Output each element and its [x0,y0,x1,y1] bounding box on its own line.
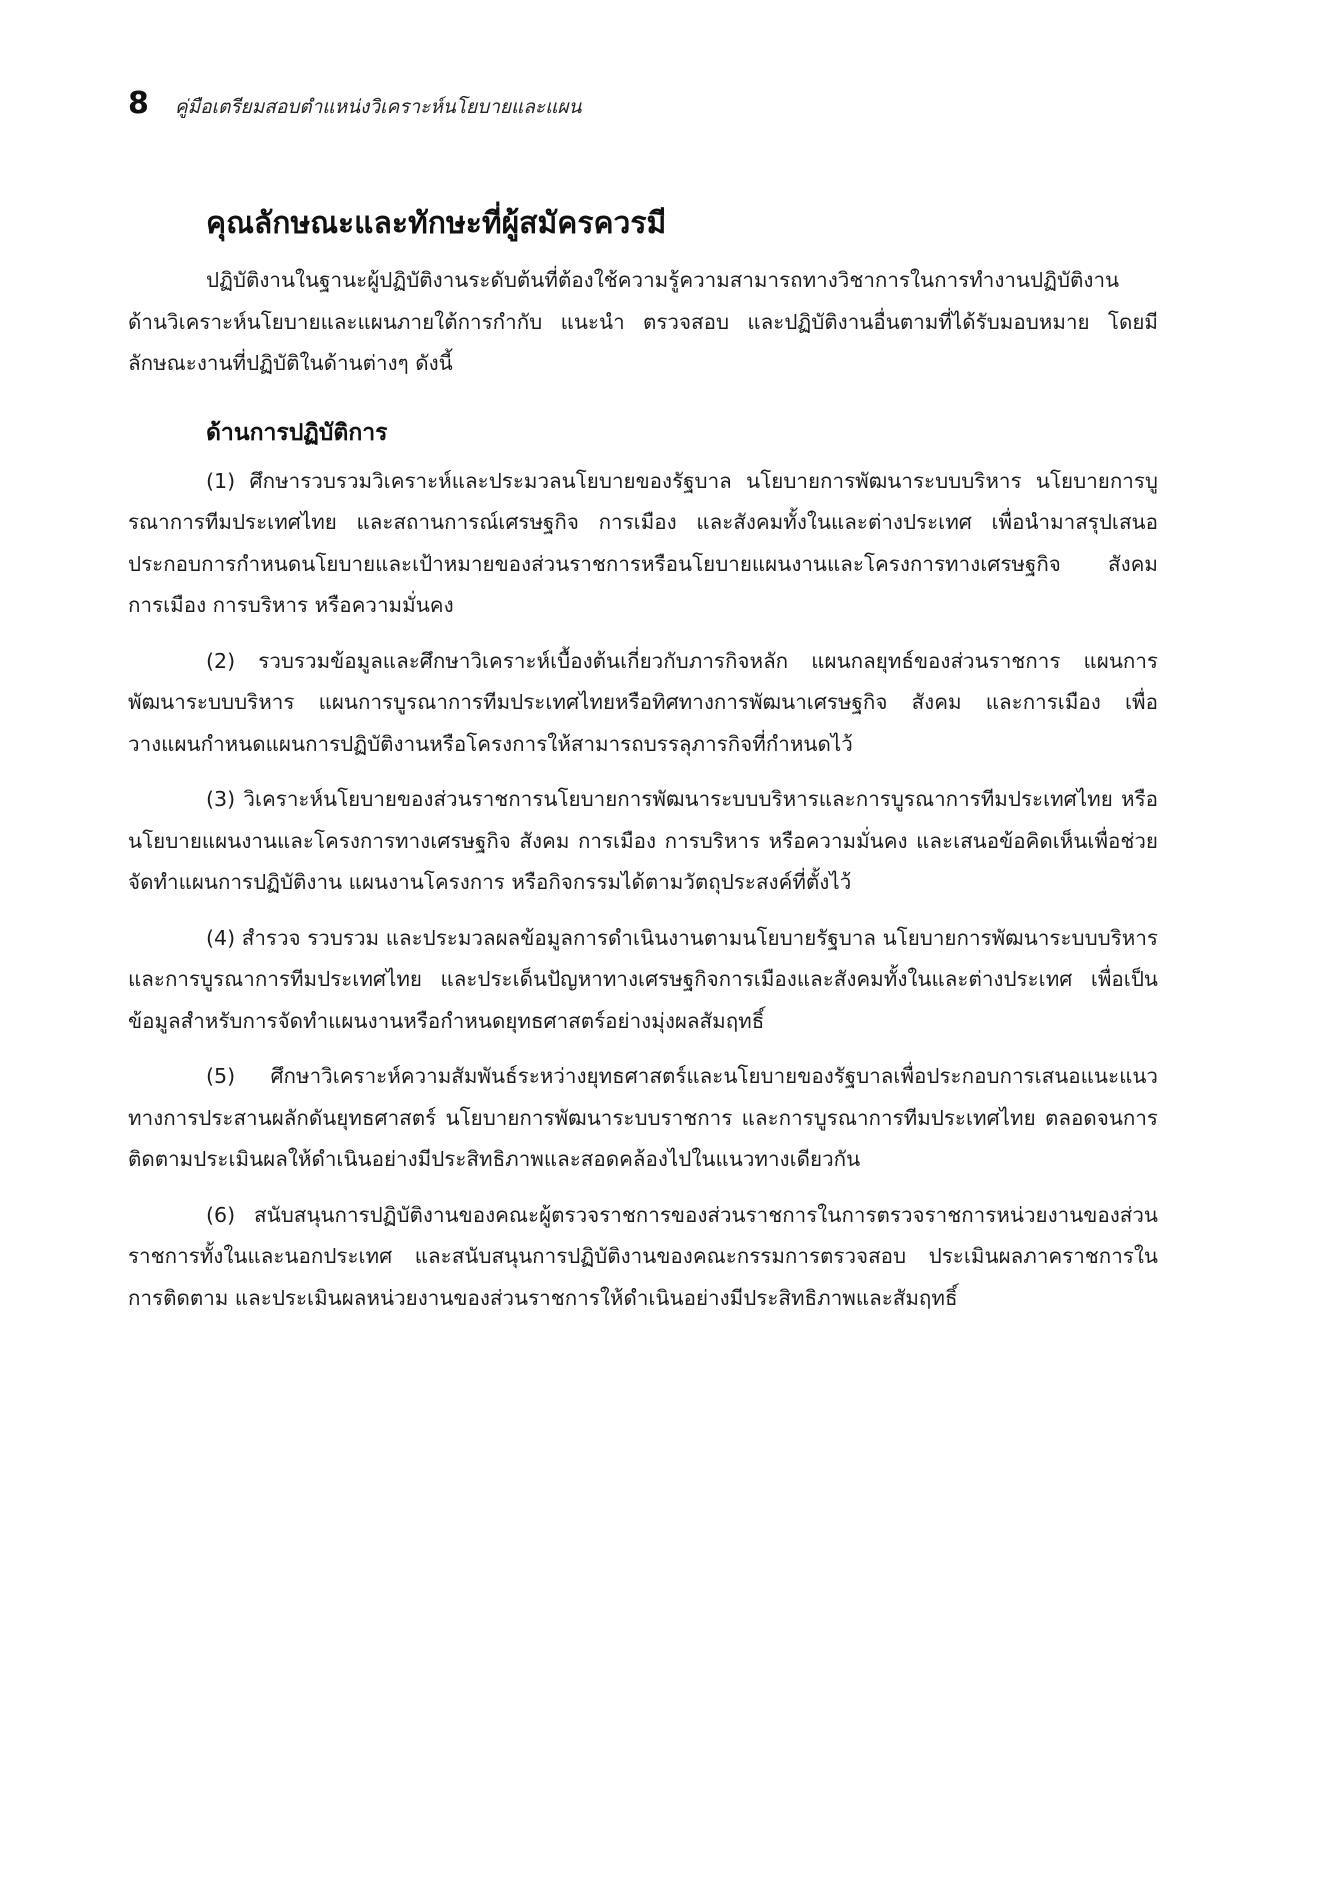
page-number: 8 [128,86,149,121]
duty-list [128,461,1158,1320]
intro-paragraph: ปฏิบัติงานในฐานะผู้ปฏิบัติงานระดับต้นที่ต้องใช้ความรู้ความสามารถทางวิชาการในการทำงานปฏิบัติงานด้านวิเคราะห์นโยบายและแผนภายใต้การกำกับ แนะนำ ตรวจสอบ และปฏิบัติงานอื่นตามที่ได้รับมอบหมาย โดยมีลักษณะงานที่ปฏิบัติในด้านต่างๆ ดังนี้ [128,268,1158,375]
section-heading: คุณลักษณะและทักษะที่ผู้สมัครควรมี [206,206,667,241]
page-body [128,196,1158,1319]
running-title: คู่มือเตรียมสอบตำแหน่งวิเคราะห์นโยบายและแผน [174,96,582,118]
duty-item-1: (1) ศึกษารวบรวมวิเคราะห์และประมวลนโยบายของรัฐบาล นโยบายการพัฒนาระบบบริหาร นโยบายการบูรณาการทีมประเทศไทย และสถานการณ์เศรษฐกิจ การเมือง และสังคมทั้งในและต่างประเทศ เพื่อนำมาสรุปเสนอประกอบการกำหนดนโยบายและเป้าหมายของส่วนราชการหรือนโยบายแผนงานและโครงการทางเศรษฐกิจ สังคม การเมือง การบริหาร หรือความมั่นคง [128,468,1158,617]
duty-item-3: (3) วิเคราะห์นโยบายของส่วนราชการนโยบายการพัฒนาระบบบริหารและการบูรณาการทีมประเทศไทย หรือนโยบายแผนงานและโครงการทางเศรษฐกิจ สังคม การเมือง การบริหาร หรือความมั่นคง และเสนอข้อคิดเห็นเพื่อช่วยจัดทำแผนการปฏิบัติงาน แผนงานโครงการ หรือกิจกรรมได้ตามวัตถุประสงค์ที่ตั้งไว้ [128,787,1158,894]
duty-item-2: (2) รวบรวมข้อมูลและศึกษาวิเคราะห์เบื้องต้นเกี่ยวกับภารกิจหลัก แผนกลยุทธ์ของส่วนราชการ แผนการพัฒนาระบบบริหาร แผนการบูรณาการทีมประเทศไทยหรือทิศทางการพัฒนาเศรษฐกิจ สังคม และการเมือง เพื่อวางแผนกำหนดแผนการปฏิบัติงานหรือโครงการให้สามารถบรรลุภารกิจที่กำหนดไว้ [128,648,1158,756]
duty-item-5: (5) ศึกษาวิเคราะห์ความสัมพันธ์ระหว่างยุทธศาสตร์และนโยบายของรัฐบาลเพื่อประกอบการเสนอแนะแนวทางการประสานผลักดันยุทธศาสตร์ นโยบายการพัฒนาระบบราชการ และการบูรณาการทีมประเทศไทย ตลอดจนการติดตามประเมินผลให้ดำเนินอย่างมีประสิทธิภาพและสอดคล้องไปในแนวทางเดียวกัน [128,1064,1158,1171]
running-header [128,86,581,126]
duty-item-4: (4) สำรวจ รวบรวม และประมวลผลข้อมูลการดำเนินงานตามนโยบายรัฐบาล นโยบายการพัฒนาระบบบริหารและการบูรณาการทีมประเทศไทย และประเด็นปัญหาทางเศรษฐกิจการเมืองและสังคมทั้งในและต่างประเทศ เพื่อเป็นข้อมูลสำหรับการจัดทำแผนงานหรือกำหนดยุทธศาสตร์อย่างมุ่งผลสัมฤทธิ์ [128,925,1158,1033]
subsection-heading: ด้านการปฏิบัติการ [206,419,388,446]
duty-item-6: (6) สนับสนุนการปฏิบัติงานของคณะผู้ตรวจราชการของส่วนราชการในการตรวจราชการหน่วยงานของส่วนราชการทั้งในและนอกประเทศ และสนับสนุนการปฏิบัติงานของคณะกรรมการตรวจสอบ ประเมินผลภาคราชการในการติดตาม และประเมินผลหน่วยงานของส่วนราชการให้ดำเนินอย่างมีประสิทธิภาพและสัมฤทธิ์ [128,1202,1158,1310]
